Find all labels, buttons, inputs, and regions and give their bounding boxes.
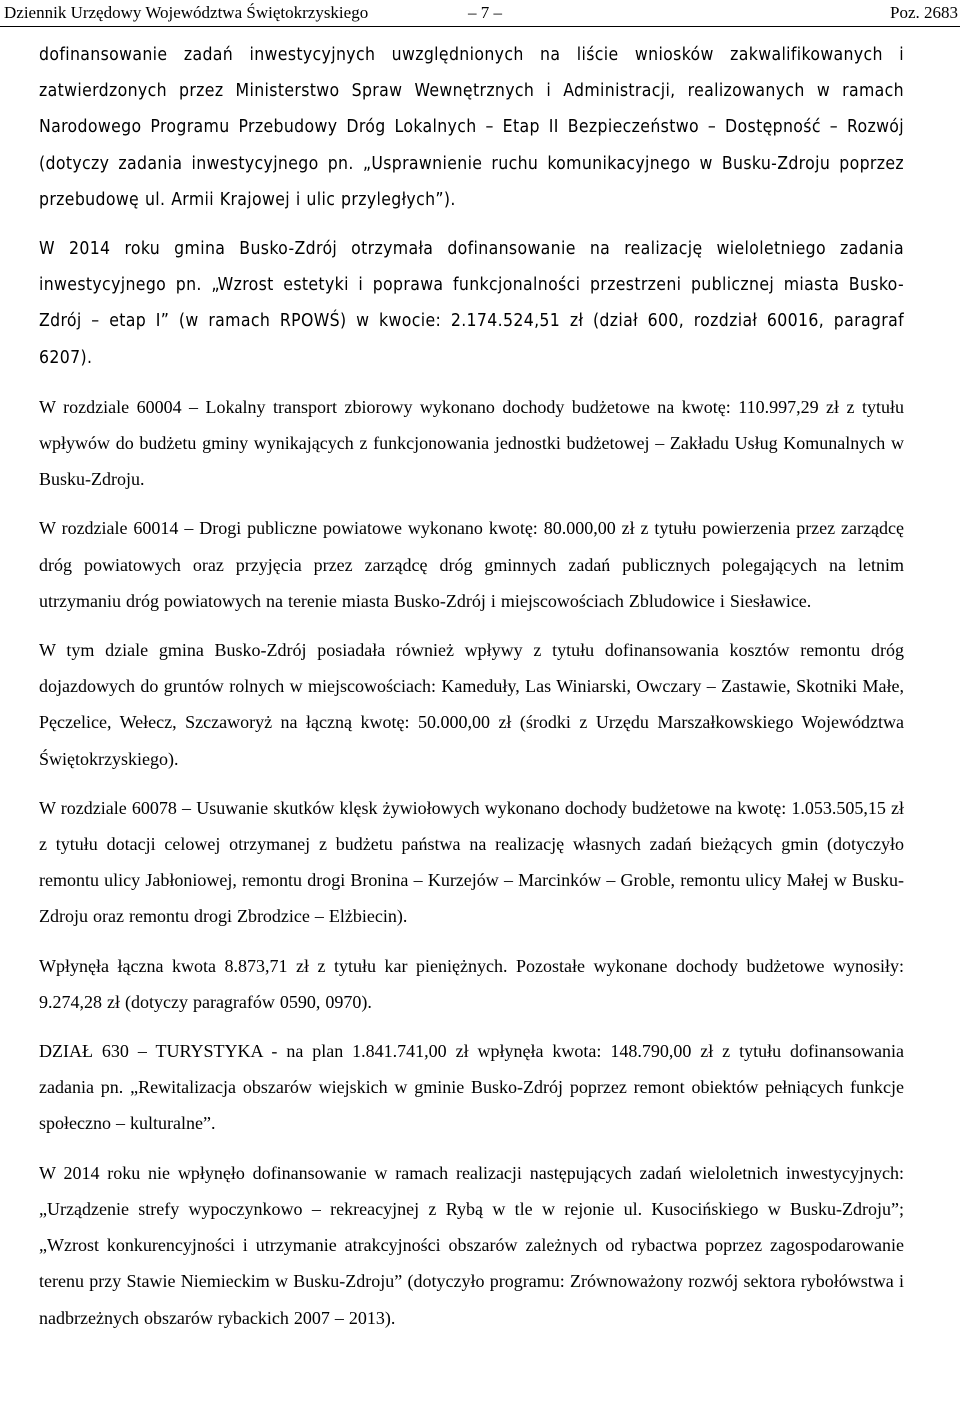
document-body — [39, 37, 904, 1336]
page-header — [0, 0, 960, 27]
paragraph-no-funding: W 2014 roku nie wpłynęło dofinansowanie w ramach realizacji następujących zadań wieloletnich inwestycyjnych: „Urządzenie strefy wypoczynkowo – rekreacyjnej z Rybą w tle w rejonie ul. Kusocińskiego w Busku-Zdroju”; „Wzrost konkurencyjności i utrzymanie atrakcyjności obszarów zależnych od rybactwa poprzez zagospodarowanie terenu przy Stawie Niemieckim w Busku-Zdroju” (dotyczyło programu: Zrównoważony rozwój sektora rybołówstwa i nadbrzeżnych obszarów rybackich 2007 – 2013). — [39, 1162, 904, 1328]
paragraph-rpows-funding: W 2014 roku gmina Busko-Zdrój otrzymała dofinansowanie na realizację wieloletniego zadania inwestycyjnego pn. „Wzrost estetyki i poprawa funkcjonalności przestrzeni publicznej miasta Busko-Zdrój – etap I” (w ramach RPOWŚ) w kwocie: 2.174.524,51 zł (dział 600, rozdział 60016, paragraf 6207). — [39, 239, 904, 368]
journal-title: Dziennik Urzędowy Województwa Świętokrzyskiego — [4, 3, 369, 22]
paragraph-dzial-630: DZIAŁ 630 – TURYSTYKA - na plan 1.841.741,00 zł wpłynęła kwota: 148.790,00 zł z tytułu dofinansowania zadania pn. „Rewitalizacja obszarów wiejskich w gminie Busko-Zdrój poprzez remont obiektów pełniących funkcje społeczno – kulturalne”. — [39, 1041, 904, 1134]
paragraph-rural-roads: W tym dziale gmina Busko-Zdrój posiadała również wpływy z tytułu dofinansowania kosztów remontu dróg dojazdowych do gruntów rolnych w miejscowościach: Kameduły, Las Winiarski, Owczary – Zastawie, Skotniki Małe, Pęczelice, Wełecz, Szczaworyż na łączną kwotę: 50.000,00 zł (środki z Urzędu Marszałkowskiego Województwa Świętokrzyskiego). — [39, 640, 904, 769]
paragraph-60014: W rozdziale 60014 – Drogi publiczne powiatowe wykonano kwotę: 80.000,00 zł z tytułu powierzenia przez zarządcę dróg powiatowych oraz przyjęcia przez zarządcę dróg gminnych zadań publicznych polegających na letnim utrzymaniu dróg powiatowych na terenie miasta Busko-Zdrój i miejscowościach Zbludowice i Siesławice. — [39, 518, 904, 611]
paragraph-funding-continuation: dofinansowanie zadań inwestycyjnych uwzględnionych na liście wniosków zakwalifikowanych i zatwierdzonych przez Ministerstwo Spraw Wewnętrznych i Administracji, realizowanych w ramach Narodowego Programu Przebudowy Dróg Lokalnych – Etap II Bezpieczeństwo – Dostępność – Rozwój (dotyczy zadania inwestycyjnego pn. „Usprawnienie ruchu komunikacyjnego w Busku-Zdroju poprzez przebudowę ul. Armii Krajowej i ulic przyległych”). — [39, 45, 904, 210]
paragraph-60078: W rozdziale 60078 – Usuwanie skutków klęsk żywiołowych wykonano dochody budżetowe na kwotę: 1.053.505,15 zł z tytułu dotacji celowej otrzymanej z budżetu państwa na realizację własnych zadań bieżących gmin (dotyczyło remontu ulicy Jabłoniowej, remontu drogi Bronina – Kurzejów – Marcinków – Groble, remontu ulicy Małej w Busku-Zdroju oraz remontu drogi Zbrodzice – Elżbiecin). — [39, 797, 904, 927]
paragraph-fines: Wpłynęła łączna kwota 8.873,71 zł z tytułu kar pieniężnych. Pozostałe wykonane dochody budżetowe wynosiły: 9.274,28 zł (dotyczy paragrafów 0590, 0970). — [39, 955, 904, 1012]
position-number: Poz. 2683 — [890, 3, 958, 22]
paragraph-60004: W rozdziale 60004 – Lokalny transport zbiorowy wykonano dochody budżetowe na kwotę: 110.997,29 zł z tytułu wpływów do budżetu gminy wynikających z funkcjonowania jednostki budżetowej – Zakładu Usług Komunalnych w Busku-Zdroju. — [39, 396, 904, 490]
page-number: – 7 – — [468, 3, 502, 22]
